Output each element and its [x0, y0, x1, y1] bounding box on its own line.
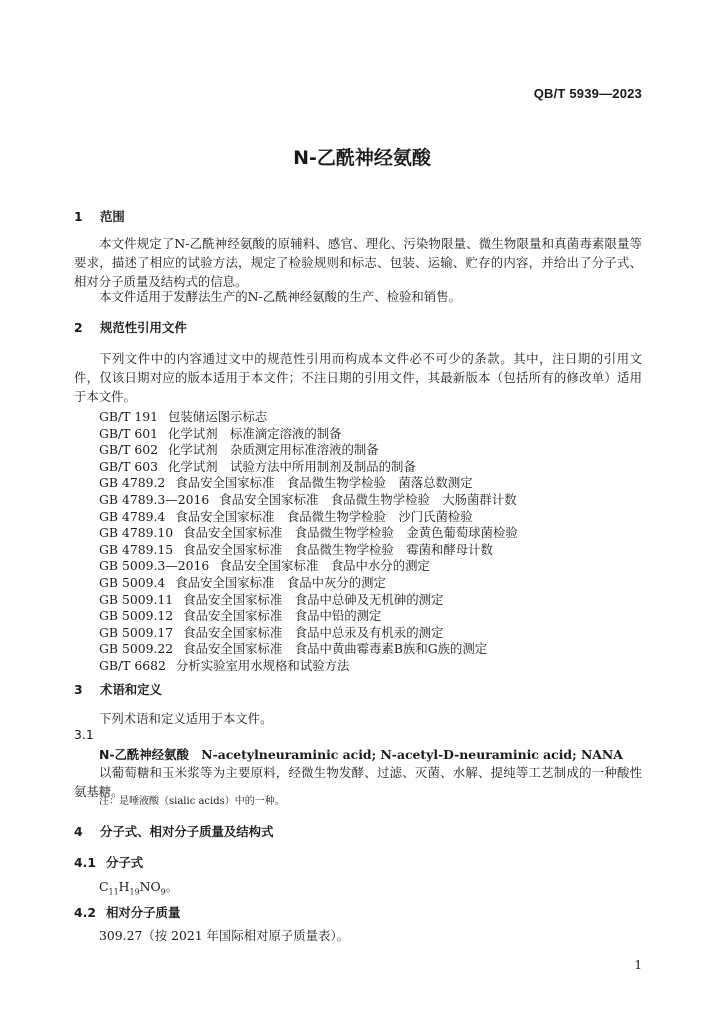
reference-code: GB 5009.12 — [99, 608, 174, 624]
reference-code: GB/T 601 — [99, 425, 159, 441]
reference-code: GB 5009.11 — [99, 591, 174, 607]
section-number: 4.2 — [74, 905, 96, 920]
document-title: N-乙酰神经氨酸 — [293, 147, 431, 169]
section-number: 2 — [74, 320, 83, 335]
section-3-heading — [74, 680, 162, 698]
reference-code: GB/T 602 — [99, 442, 159, 458]
reference-code: GB 4789.10 — [99, 525, 174, 541]
molecular-weight: 309.27（按 2021 年国际相对原子质量表）。 — [99, 928, 350, 943]
reference-title: 食品安全国家标准 食品中铅的测定 — [183, 608, 382, 624]
reference-title: 分析实验室用水规格和试验方法 — [175, 658, 350, 673]
reference-title: 包装储运图示标志 — [168, 409, 268, 424]
page-number: 1 — [634, 958, 642, 972]
reference-title: 化学试剂 杂质测定用标准溶液的制备 — [168, 442, 379, 458]
formula-c: C — [99, 879, 109, 894]
section-4-2-heading — [74, 903, 180, 921]
references-intro: 下列文件中的内容通过文中的规范性引用而构成本文件必不可少的条款。其中，注日期的引用文件，仅该日期对应的版本适用于本文件；不注日期的引用文件，其最新版本（包括所有的修改单）适用于本文件。 — [74, 351, 642, 404]
reference-title: 食品安全国家标准 食品中水分的测定 — [219, 558, 430, 574]
section-title: 相对分子质量 — [106, 905, 181, 920]
section-title: 分子式 — [106, 855, 144, 870]
section-4-heading — [74, 822, 273, 840]
formula-h-count: 19 — [129, 887, 140, 897]
reference-code: GB 4789.3—2016 — [99, 492, 210, 507]
term-definition: 以葡萄糖和玉米浆等为主要原料，经微生物发酵、过滤、灭菌、水解、提纯等工艺制成的一种酸性氨基糖。 — [74, 765, 642, 799]
section-title: 术语和定义 — [100, 682, 162, 697]
reference-code: GB 5009.17 — [99, 624, 174, 640]
reference-title: 食品安全国家标准 食品微生物学检验 菌落总数测定 — [175, 475, 473, 491]
reference-item — [99, 656, 349, 675]
section-1-heading — [74, 207, 125, 225]
formula-h: H — [118, 879, 130, 894]
reference-code: GB 5009.3—2016 — [99, 558, 210, 574]
reference-title: 食品安全国家标准 食品中总砷及无机砷的测定 — [183, 591, 444, 607]
reference-title: 食品安全国家标准 食品中总汞及有机汞的测定 — [183, 624, 444, 640]
reference-title: 食品安全国家标准 食品微生物学检验 大肠菌群计数 — [219, 492, 517, 507]
scope-paragraph-2: 本文件适用于发酵法生产的N-乙酰神经氨酸的生产、检验和销售。 — [99, 289, 461, 304]
section-number: 1 — [74, 209, 83, 224]
formula-end: 。 — [165, 879, 179, 894]
term-english: N-acetylneuraminic acid; N-acetyl-D-neuraminic acid; NANA — [201, 747, 623, 762]
formula-o-count: 9 — [160, 887, 166, 897]
term-chinese: N-乙酰神经氨酸 — [99, 747, 189, 762]
section-number: 3 — [74, 682, 83, 697]
reference-title: 食品安全国家标准 食品微生物学检验 沙门氏菌检验 — [175, 508, 473, 524]
reference-code: GB/T 603 — [99, 458, 159, 474]
scope-paragraph-1: 本文件规定了N-乙酰神经氨酸的原辅料、感官、理化、污染物限量、微生物限量和真菌毒素限量等要求，描述了相应的试验方法，规定了检验规则和标志、包装、运输、贮存的内容，并给出了分子式、相对分子质量及结构式的信息。 — [74, 236, 642, 289]
formula-c-count: 11 — [108, 887, 119, 897]
molecular-formula — [99, 877, 178, 896]
reference-code: GB 4789.4 — [99, 508, 166, 524]
section-title: 分子式、相对分子质量及结构式 — [100, 824, 274, 839]
reference-code: GB 4789.15 — [99, 541, 174, 557]
section-2-heading — [74, 318, 187, 336]
standard-code: QB/T 5939—2023 — [533, 86, 642, 101]
reference-code: GB 5009.4 — [99, 575, 166, 590]
term-note: 注：是唾液酸（sialic acids）中的一种。 — [99, 796, 285, 807]
reference-code: GB 5009.22 — [99, 641, 174, 657]
reference-title: 化学试剂 标准滴定溶液的制备 — [168, 425, 342, 441]
reference-code: GB/T 191 — [99, 409, 159, 424]
reference-code: GB 4789.2 — [99, 475, 166, 491]
reference-code: GB/T 6682 — [99, 658, 166, 673]
section-number: 4 — [74, 824, 83, 839]
reference-title: 食品安全国家标准 食品中灰分的测定 — [175, 575, 386, 590]
section-title: 范围 — [100, 209, 125, 224]
term-number: 3.1 — [74, 727, 94, 742]
reference-title: 食品安全国家标准 食品中黄曲霉毒素B族和G族的测定 — [183, 641, 488, 657]
section-4-1-heading — [74, 853, 143, 871]
section-title: 规范性引用文件 — [100, 320, 187, 335]
formula-no: NO — [139, 879, 161, 894]
terms-intro: 下列术语和定义适用于本文件。 — [99, 711, 273, 726]
reference-title: 食品安全国家标准 食品微生物学检验 金黄色葡萄球菌检验 — [183, 525, 518, 541]
reference-title: 化学试剂 试验方法中所用制剂及制品的制备 — [168, 458, 416, 474]
section-number: 4.1 — [74, 855, 96, 870]
reference-title: 食品安全国家标准 食品微生物学检验 霉菌和酵母计数 — [183, 541, 493, 557]
term-heading — [99, 745, 623, 763]
